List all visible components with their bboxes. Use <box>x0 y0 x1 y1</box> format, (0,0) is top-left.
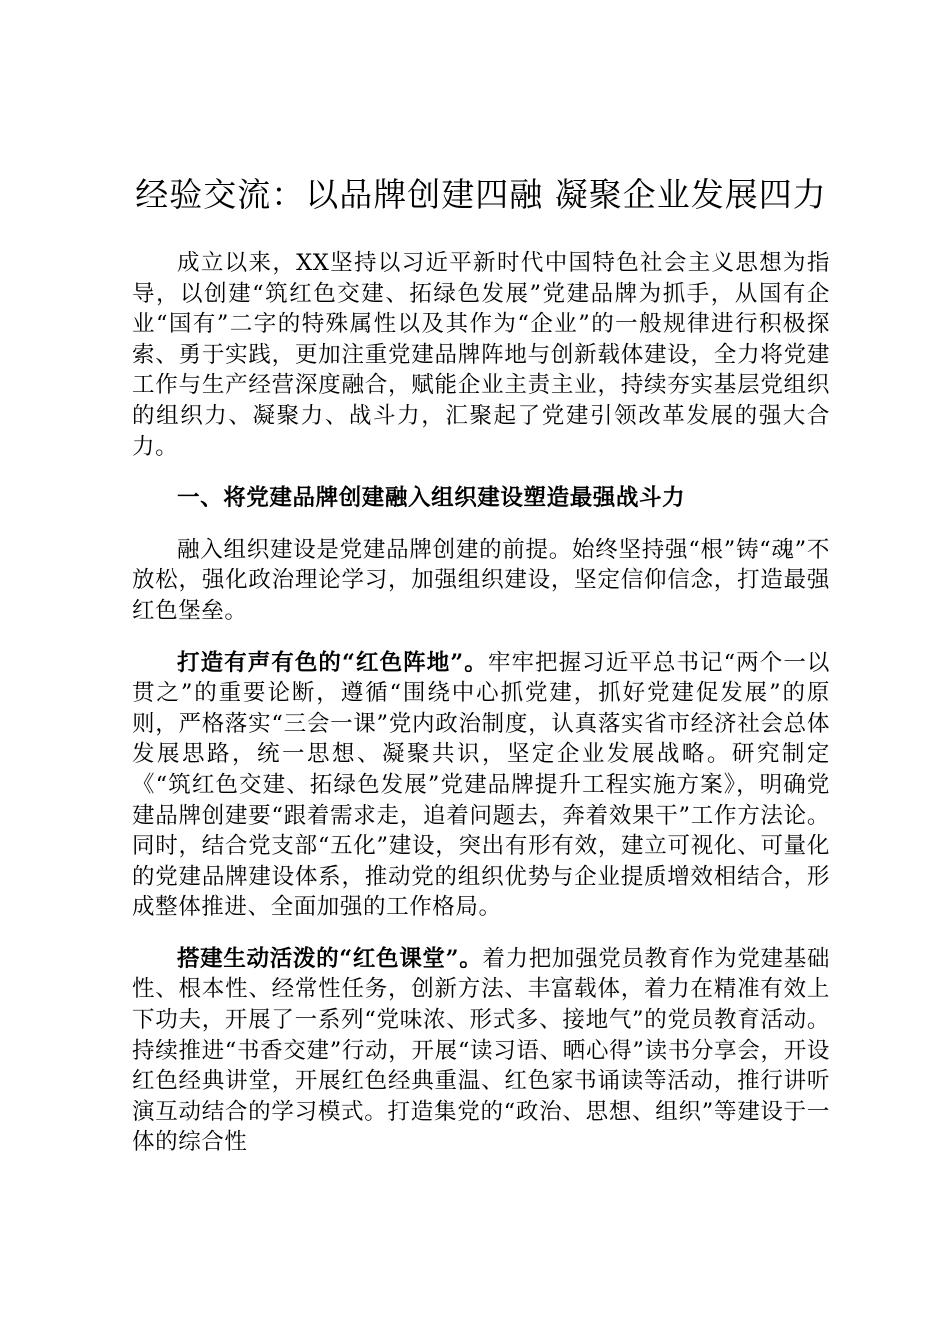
document-page <box>132 172 830 1179</box>
section-paragraph-2 <box>132 648 830 923</box>
paragraph-body-red-position: 牢牢把握习近平总书记“两个一以贯之”的重要论断，遵循“围绕中心抓党建，抓好党建促发展”的原则，严格落实“三会一课”党内政治制度，认真落实省市经济社会总体发展思路，统一思想、凝聚共识，坚定企业发展战略。研究制定《“筑红色交建、拓绿色发展”党建品牌提升工程实施方案》，明确党建品牌创建要“跟着需求走，追着问题去，奔着效果干”工作方法论。同时，结合党支部“五化”建设，突出有形有效，建立可视化、可量化的党建品牌建设体系，推动党的组织优势与企业提质增效相结合，形成整体推进、全面加强的工作格局。 <box>132 649 830 921</box>
section-paragraph-1: 融入组织建设是党建品牌创建的前提。始终坚持强“根”铸“魂”不放松，强化政治理论学习，加强组织建设，坚定信仰信念，打造最强红色堡垒。 <box>132 536 830 624</box>
paragraph-lead-red-position: 打造有声有色的“红色阵地”。 <box>177 649 488 676</box>
paragraph-lead-red-classroom: 搭建生动活泼的“红色课堂”。 <box>177 945 483 972</box>
document-title: 经验交流：以品牌创建四融 凝聚企业发展四力 <box>135 175 827 214</box>
section-heading: 一、将党建品牌创建融入组织建设塑造最强战斗力 <box>177 485 686 512</box>
section-paragraph-3 <box>132 944 830 1158</box>
paragraph-body-red-classroom: 着力把加强党员教育作为党建基础性、根本性、经常性任务，创新方法、丰富载体，着力在精准有效上下功夫，开展了一系列“党味浓、形式多、接地气”的党员教育活动。持续推进“书香交建”行动，开展“读习语、晒心得”读书分享会，开设红色经典讲堂，开展红色经典重温、红色家书诵读等活动，推行讲听演互动结合的学习模式。打造集党的“政治、思想、组织”等建设于一体的综合性 <box>132 945 830 1156</box>
intro-paragraph: 成立以来，XX坚持以习近平新时代中国特色社会主义思想为指导，以创建“筑红色交建、拓绿色发展”党建品牌为抓手，从国有企业“国有”二字的特殊属性以及其作为“企业”的一般规律进行积极探索、勇于实践，更加注重党建品牌阵地与创新载体建设，全力将党建工作与生产经营深度融合，赋能企业主责主业，持续夯实基层党组织的组织力、凝聚力、战斗力，汇聚起了党建引领改革发展的强大合力。 <box>132 250 830 460</box>
